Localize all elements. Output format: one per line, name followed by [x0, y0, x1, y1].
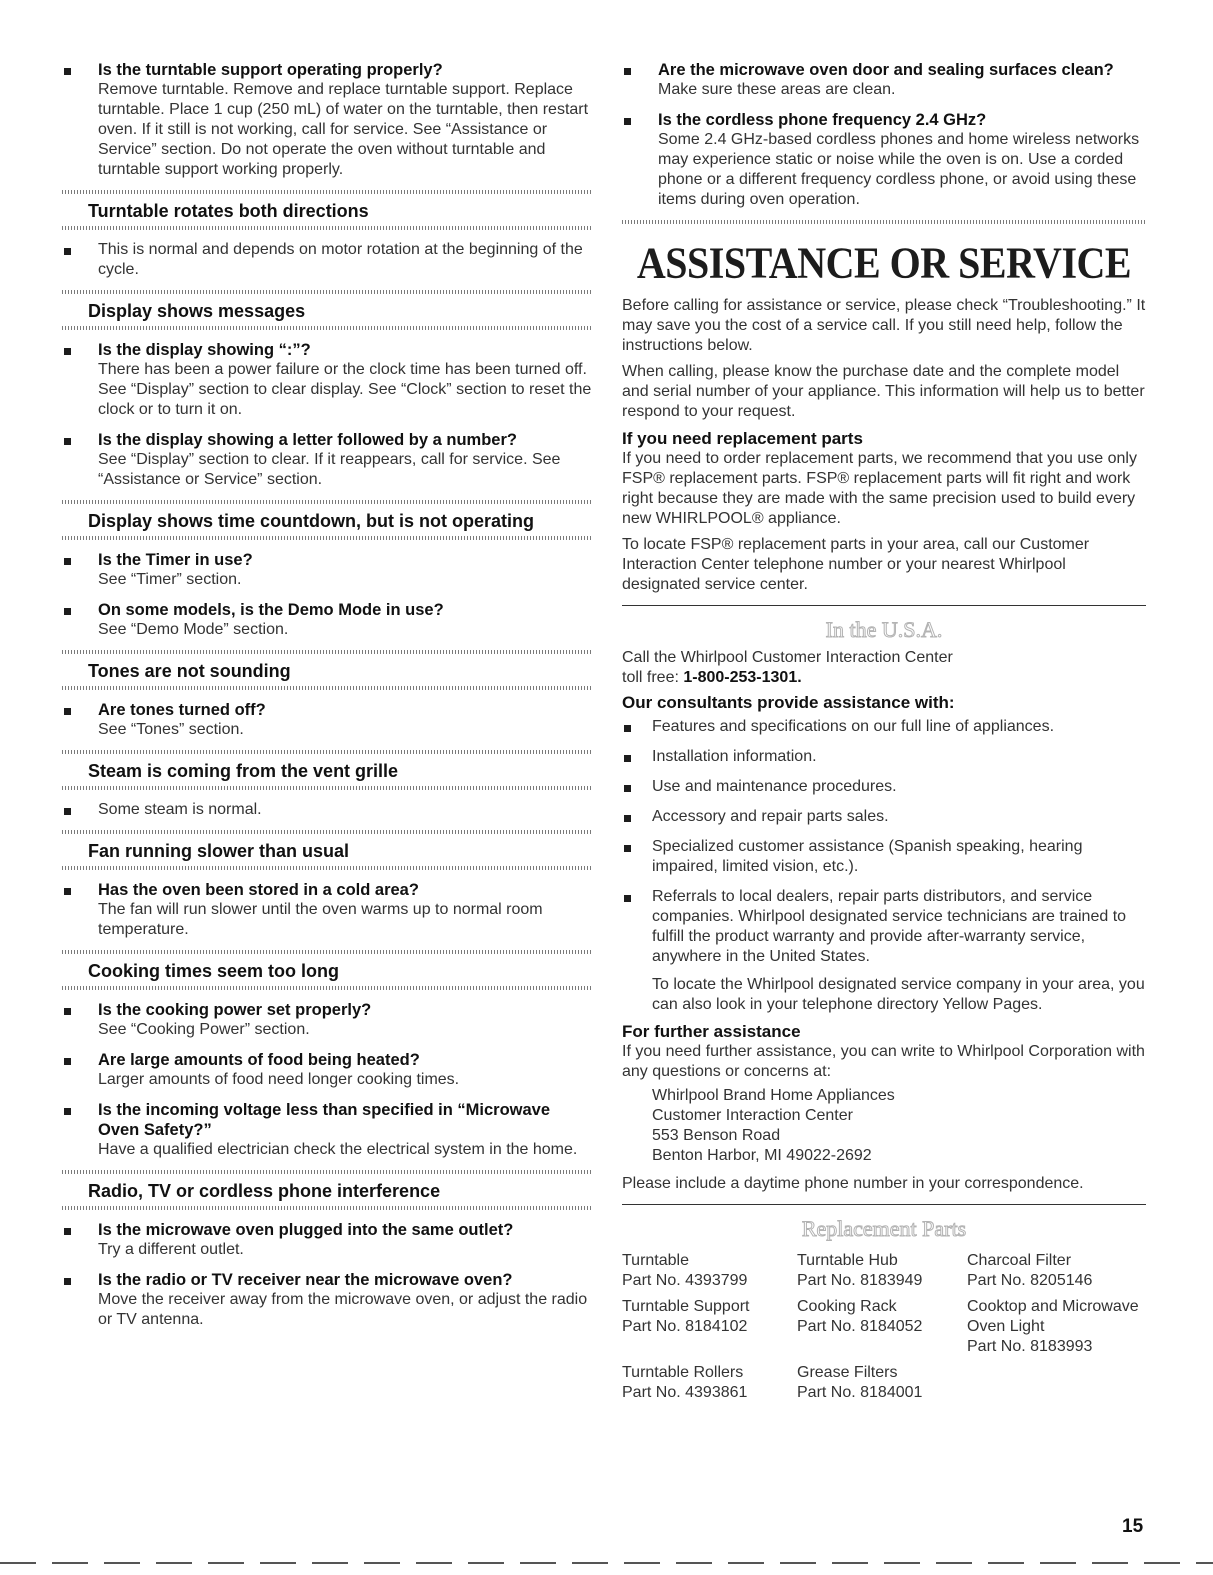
section-heading: Display shows time countdown, but is not operating [88, 511, 535, 531]
part-number: Part No. 8205146 [967, 1272, 1093, 1289]
toll-free-label: toll free: [622, 669, 684, 686]
list-item [622, 747, 1146, 767]
part-entry [797, 1363, 967, 1403]
part-name: Charcoal Filter [967, 1252, 1072, 1269]
bullet-icon [64, 558, 71, 565]
consultant-item-text: Referrals to local dealers, repair parts distributors, and service companies. Whirlpool designated service technicians are trained to fulfill the product warranty and provide after-warranty service, anywhere in the United States. [652, 888, 1127, 965]
address-line: Benton Harbor, MI 49022-2692 [652, 1147, 872, 1164]
part-number: Part No. 8184102 [622, 1318, 748, 1335]
toll-free-line [622, 668, 1146, 688]
call-line: Call the Whirlpool Customer Interaction Center [622, 649, 953, 666]
list-item [622, 777, 1146, 797]
part-name: Grease Filters [797, 1364, 898, 1381]
bullet-icon [64, 248, 71, 255]
section-heading: Cooking times seem too long [88, 961, 340, 981]
daytime-phone-note: Please include a daytime phone number in your correspondence. [622, 1175, 1084, 1192]
bullet-icon [64, 1108, 71, 1115]
bullet-icon [64, 1058, 71, 1065]
section-divider [62, 786, 592, 790]
bullet-icon [624, 845, 631, 852]
list-item [62, 700, 592, 740]
part-entry [797, 1297, 967, 1357]
usa-heading: In the U.S.A. [825, 617, 943, 642]
section-divider [62, 986, 592, 990]
parts-table [622, 1251, 1146, 1409]
trouble-section [62, 1170, 592, 1330]
part-entry [797, 1251, 967, 1291]
trouble-section [62, 950, 592, 1160]
replacement-paragraph: If you need to order replacement parts, we recommend that you use only FSP® replacement parts. FSP® replacement parts will fit right and work right because they are made with the same precision used to build every new WHIRLPOOL® appliance. [622, 450, 1137, 527]
part-number: Part No. 4393861 [622, 1384, 748, 1401]
consultant-item-text: Accessory and repair parts sales. [652, 808, 889, 825]
part-name: Turntable Rollers [622, 1364, 744, 1381]
consultant-item-text: Specialized customer assistance (Spanish speaking, hearing impaired, limited vision, etc.). [652, 838, 1083, 875]
list-item [622, 807, 1146, 827]
part-entry [622, 1251, 797, 1291]
section-heading: Display shows messages [88, 301, 306, 321]
list-item [622, 110, 1146, 210]
question: Is the cordless phone frequency 2.4 GHz? [658, 111, 987, 129]
page-number: 15 [1122, 1516, 1144, 1537]
bullet-icon [64, 348, 71, 355]
list-item [62, 1050, 592, 1090]
list-item [622, 887, 1146, 967]
answer: See “Display” section to clear. If it reappears, call for service. See “Assistance or Service” section. [98, 451, 561, 488]
question: Are large amounts of food being heated? [98, 1051, 420, 1069]
consultant-list [622, 717, 1146, 967]
question: Has the oven been stored in a cold area? [98, 881, 419, 899]
list-item [62, 430, 592, 490]
list-item [62, 340, 592, 420]
parts-heading: Replacement Parts [801, 1216, 967, 1241]
address-line: 553 Benson Road [652, 1127, 781, 1144]
list-item [62, 1220, 592, 1260]
further-assistance-paragraph: If you need further assistance, you can write to Whirlpool Corporation with any questions or concerns at: [622, 1043, 1145, 1080]
consultant-item-text: Features and specifications on our full line of appliances. [652, 718, 1055, 735]
section-divider [62, 226, 592, 230]
question: Is the display showing a letter followed by a number? [98, 431, 517, 449]
locate-service-note: To locate the Whirlpool designated service company in your area, you can also look in your telephone directory Yellow Pages. [652, 976, 1145, 1013]
list-item [62, 1270, 592, 1330]
consultant-item-text: Use and maintenance procedures. [652, 778, 897, 795]
trouble-section [62, 650, 592, 740]
list-item [62, 240, 592, 280]
list-item [62, 1100, 592, 1160]
answer: See “Timer” section. [98, 571, 242, 588]
answer: Make sure these areas are clean. [658, 81, 896, 98]
section-divider [622, 220, 1146, 224]
part-entry [967, 1251, 1142, 1291]
consultant-item-text: Installation information. [652, 748, 817, 765]
part-entry [967, 1297, 1142, 1357]
bullet-icon [624, 68, 631, 75]
question: On some models, is the Demo Mode in use? [98, 601, 444, 619]
trouble-section [62, 290, 592, 490]
bullet-icon [624, 815, 631, 822]
answer: See “Cooking Power” section. [98, 1021, 310, 1038]
part-name: Cooking Rack [797, 1298, 897, 1315]
question: Is the radio or TV receiver near the microwave oven? [98, 1271, 513, 1289]
troubleshooting-sections [62, 190, 592, 1330]
intro-paragraph: Before calling for assistance or service, please check “Troubleshooting.” It may save you the cost of a service call. If you still need help, follow the instructions below. [622, 297, 1146, 354]
answer: Remove turntable. Remove and replace turntable support. Replace turntable. Place 1 cup (250 mL) of water on the turntable, then restart oven. If it still is not working, call for service. See “Assistance or Service” section. Do not operate the oven without turntable and turntable support working properly. [98, 81, 589, 178]
question: Is the microwave oven plugged into the same outlet? [98, 1221, 514, 1239]
left-top-items [62, 60, 592, 180]
question: Is the incoming voltage less than specified in “Microwave Oven Safety?” [98, 1101, 551, 1139]
section-divider [62, 536, 592, 540]
part-number: Part No. 8183949 [797, 1272, 923, 1289]
answer: Some steam is normal. [98, 801, 262, 818]
question: Is the Timer in use? [98, 551, 253, 569]
question: Is the turntable support operating properly? [98, 61, 443, 79]
answer: The fan will run slower until the oven warms up to normal room temperature. [98, 901, 543, 938]
further-assistance-heading: For further assistance [622, 1022, 801, 1041]
section-heading: Tones are not sounding [88, 661, 291, 681]
answer: Some 2.4 GHz-based cordless phones and home wireless networks may experience static or noise while the oven is on. Use a corded phone or a different frequency cordless phone, or avoid using these items during oven operation. [658, 131, 1140, 208]
bullet-icon [64, 1278, 71, 1285]
address-line: Customer Interaction Center [652, 1107, 853, 1124]
answer: There has been a power failure or the clock time has been turned off. See “Display” section to clear display. See “Clock” section to reset the clock or to turn it on. [98, 361, 592, 418]
footer-dash-line [0, 1562, 1213, 1564]
question: Is the cooking power set properly? [98, 1001, 372, 1019]
left-column [62, 60, 592, 1340]
answer: Try a different outlet. [98, 1241, 244, 1258]
list-item [62, 600, 592, 640]
replacement-parts-heading: If you need replacement parts [622, 429, 863, 448]
list-item [622, 60, 1146, 100]
part-number: Part No. 8184052 [797, 1318, 923, 1335]
list-item [62, 800, 592, 820]
bullet-icon [624, 785, 631, 792]
locate-fsp-paragraph: To locate FSP® replacement parts in your area, call our Customer Interaction Center telephone number or your nearest Whirlpool designated service center. [622, 536, 1090, 593]
bullet-icon [624, 755, 631, 762]
section-divider [62, 866, 592, 870]
list-item [62, 550, 592, 590]
section-divider [62, 1206, 592, 1210]
phone-number: 1-800-253-1301. [683, 669, 802, 686]
right-top-items [622, 60, 1146, 210]
bullet-icon [64, 888, 71, 895]
question: Are the microwave oven door and sealing surfaces clean? [658, 61, 1114, 79]
trouble-section [62, 190, 592, 280]
list-item [622, 837, 1146, 877]
section-divider [62, 686, 592, 690]
section-heading: Steam is coming from the vent grille [88, 761, 399, 781]
part-name: Cooktop and Microwave Oven Light [967, 1298, 1139, 1335]
answer: Have a qualified electrician check the electrical system in the home. [98, 1141, 578, 1158]
part-number: Part No. 4393799 [622, 1272, 748, 1289]
bullet-icon [64, 808, 71, 815]
part-number: Part No. 8184001 [797, 1384, 923, 1401]
trouble-section [62, 750, 592, 820]
bullet-icon [624, 895, 631, 902]
consultants-heading: Our consultants provide assistance with: [622, 693, 955, 712]
horizontal-rule [622, 605, 1146, 606]
list-item [62, 880, 592, 940]
answer: This is normal and depends on motor rotation at the beginning of the cycle. [98, 241, 583, 278]
mailing-address [622, 1086, 1146, 1166]
answer: See “Tones” section. [98, 721, 244, 738]
assistance-title: ASSISTANCE OR SERVICE [636, 237, 1132, 288]
bullet-icon [624, 118, 631, 125]
horizontal-rule [622, 1204, 1146, 1205]
trouble-section [62, 500, 592, 640]
trouble-section [62, 830, 592, 940]
section-divider [62, 326, 592, 330]
question: Are tones turned off? [98, 701, 266, 719]
part-entry [622, 1297, 797, 1357]
section-heading: Fan running slower than usual [88, 841, 350, 861]
part-name: Turntable Support [622, 1298, 750, 1315]
bullet-icon [64, 708, 71, 715]
part-number: Part No. 8183993 [967, 1338, 1093, 1355]
answer: See “Demo Mode” section. [98, 621, 289, 638]
right-column [622, 60, 1146, 1409]
part-name: Turntable [622, 1252, 689, 1269]
list-item [622, 717, 1146, 737]
question: Is the display showing “:”? [98, 341, 311, 359]
bullet-icon [64, 68, 71, 75]
bullet-icon [624, 725, 631, 732]
part-entry [622, 1363, 797, 1403]
bullet-icon [64, 1008, 71, 1015]
section-heading: Radio, TV or cordless phone interference [88, 1181, 441, 1201]
answer: Move the receiver away from the microwave oven, or adjust the radio or TV antenna. [98, 1291, 588, 1328]
bullet-icon [64, 438, 71, 445]
list-item [62, 1000, 592, 1040]
bullet-icon [64, 1228, 71, 1235]
part-name: Turntable Hub [797, 1252, 898, 1269]
answer: Larger amounts of food need longer cooking times. [98, 1071, 460, 1088]
list-item [62, 60, 592, 180]
address-line: Whirlpool Brand Home Appliances [652, 1087, 895, 1104]
section-heading: Turntable rotates both directions [88, 201, 369, 221]
bullet-icon [64, 608, 71, 615]
calling-info-paragraph: When calling, please know the purchase date and the complete model and serial number of your appliance. This information will help us to better respond to your request. [622, 363, 1145, 420]
